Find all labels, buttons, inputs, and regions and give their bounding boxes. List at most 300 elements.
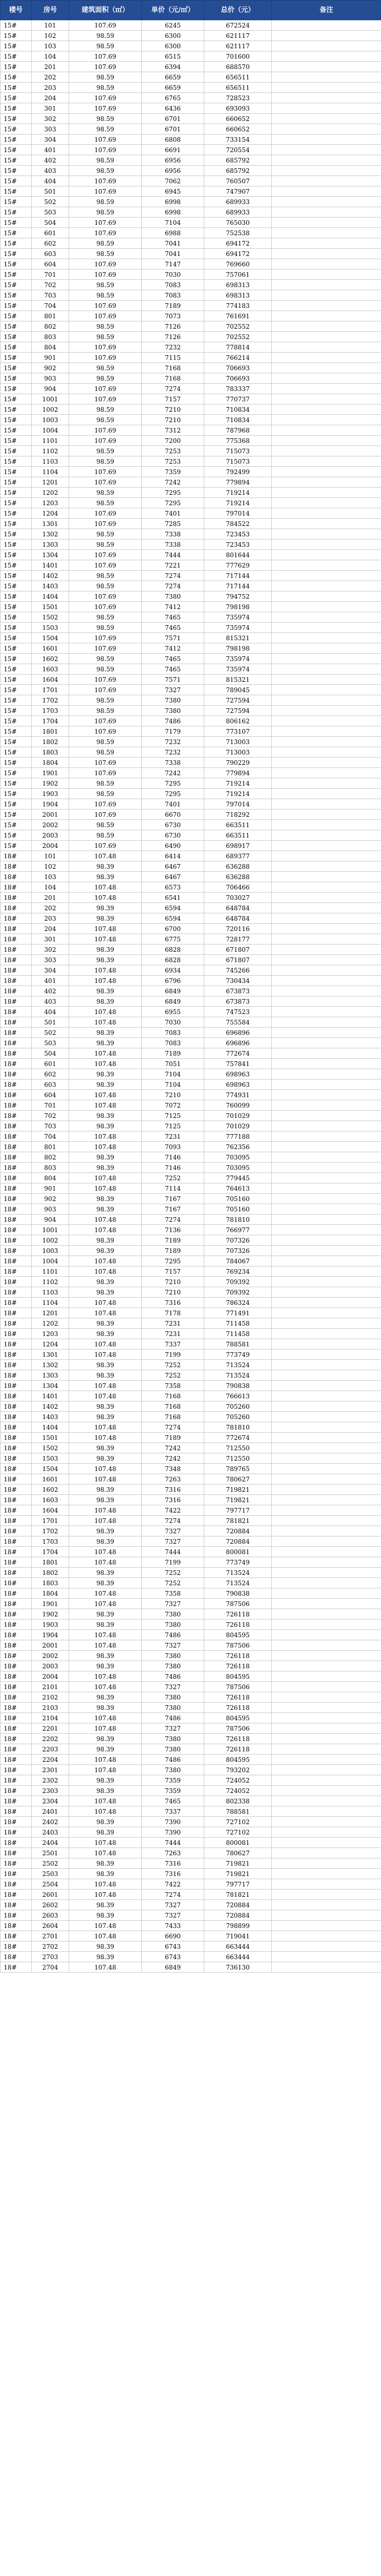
room-cell: 2503 (32, 1869, 69, 1879)
total-price-cell: 724052 (204, 1775, 272, 1786)
building-cell: 18# (1, 1869, 32, 1879)
total-price-cell: 760099 (204, 1100, 272, 1111)
area-cell: 98.59 (69, 166, 142, 176)
area-cell: 107.48 (69, 965, 142, 976)
total-price-cell: 636288 (204, 861, 272, 872)
unit-price-cell: 6945 (142, 186, 204, 197)
room-cell: 2003 (32, 1661, 69, 1671)
room-cell: 401 (32, 976, 69, 986)
unit-price-cell: 7093 (142, 1142, 204, 1152)
remarks-cell (272, 1796, 381, 1806)
table-row (1, 218, 381, 228)
total-price-cell: 735974 (204, 664, 272, 675)
area-cell: 107.69 (69, 353, 142, 363)
area-cell: 98.59 (69, 571, 142, 581)
table-row (1, 394, 381, 404)
unit-price-cell: 7327 (142, 1536, 204, 1547)
remarks-cell (272, 1391, 381, 1401)
room-cell: 504 (32, 218, 69, 228)
total-price-cell: 797717 (204, 1879, 272, 1890)
building-cell: 18# (1, 1703, 32, 1713)
table-row (1, 301, 381, 311)
remarks-cell (272, 1173, 381, 1183)
total-price-cell: 703027 (204, 893, 272, 903)
table-row (1, 321, 381, 332)
area-cell: 98.59 (69, 373, 142, 384)
remarks-cell (272, 1350, 381, 1360)
building-cell: 15# (1, 571, 32, 581)
remarks-cell (272, 778, 381, 789)
building-cell: 18# (1, 1215, 32, 1225)
building-cell: 18# (1, 1069, 32, 1080)
area-cell: 107.48 (69, 1806, 142, 1817)
room-cell: 2301 (32, 1765, 69, 1775)
remarks-cell (272, 508, 381, 519)
unit-price-cell: 7327 (142, 685, 204, 695)
remarks-cell (272, 1235, 381, 1246)
room-cell: 1203 (32, 498, 69, 508)
table-row (1, 820, 381, 830)
total-price-cell: 797717 (204, 1505, 272, 1516)
remarks-cell (272, 540, 381, 550)
room-cell: 2701 (32, 1931, 69, 1941)
building-cell: 18# (1, 1755, 32, 1765)
remarks-cell (272, 1536, 381, 1547)
total-price-cell: 773749 (204, 1557, 272, 1568)
remarks-cell (272, 913, 381, 924)
unit-price-cell: 7358 (142, 1588, 204, 1599)
total-price-cell: 727102 (204, 1817, 272, 1827)
room-cell: 1501 (32, 1433, 69, 1443)
total-price-cell: 745266 (204, 965, 272, 976)
room-cell: 901 (32, 1183, 69, 1194)
room-cell: 1401 (32, 560, 69, 571)
remarks-cell (272, 1048, 381, 1059)
table-row (1, 945, 381, 955)
building-cell: 18# (1, 1474, 32, 1485)
room-cell: 1104 (32, 467, 69, 477)
table-row (1, 1048, 381, 1059)
table-row (1, 1578, 381, 1588)
room-cell: 1604 (32, 1505, 69, 1516)
building-cell: 18# (1, 913, 32, 924)
total-price-cell: 719214 (204, 778, 272, 789)
unit-price-cell: 7316 (142, 1869, 204, 1879)
remarks-cell (272, 716, 381, 726)
unit-price-cell: 6594 (142, 913, 204, 924)
room-cell: 1503 (32, 623, 69, 633)
total-price-cell: 711458 (204, 1318, 272, 1329)
remarks-cell (272, 363, 381, 373)
area-cell: 98.59 (69, 737, 142, 747)
area-cell: 107.69 (69, 643, 142, 654)
table-row (1, 498, 381, 508)
building-cell: 18# (1, 1620, 32, 1630)
room-cell: 102 (32, 861, 69, 872)
table-row (1, 384, 381, 394)
remarks-cell (272, 955, 381, 965)
table-row (1, 1723, 381, 1734)
remarks-cell (272, 893, 381, 903)
table-row (1, 602, 381, 612)
room-cell: 1302 (32, 1360, 69, 1370)
table-row (1, 810, 381, 820)
area-cell: 107.48 (69, 1838, 142, 1848)
unit-price-cell: 7136 (142, 1225, 204, 1235)
remarks-cell (272, 1069, 381, 1080)
remarks-cell (272, 1890, 381, 1900)
table-row (1, 238, 381, 249)
building-cell: 15# (1, 41, 32, 51)
area-cell: 107.48 (69, 934, 142, 945)
building-cell: 18# (1, 1786, 32, 1796)
total-price-cell: 781810 (204, 1215, 272, 1225)
building-cell: 15# (1, 186, 32, 197)
unit-price-cell: 7327 (142, 1910, 204, 1921)
area-cell: 98.39 (69, 1952, 142, 1962)
table-row (1, 1298, 381, 1308)
table-row (1, 1796, 381, 1806)
total-price-cell: 621117 (204, 31, 272, 41)
building-cell: 15# (1, 789, 32, 799)
table-row (1, 1755, 381, 1765)
remarks-cell (272, 1651, 381, 1661)
building-cell: 18# (1, 996, 32, 1007)
remarks-cell (272, 1360, 381, 1370)
area-cell: 98.59 (69, 363, 142, 373)
unit-price-cell: 7263 (142, 1848, 204, 1858)
area-cell: 98.39 (69, 1817, 142, 1827)
area-cell: 107.69 (69, 550, 142, 560)
remarks-cell (272, 1308, 381, 1318)
total-price-cell: 728177 (204, 934, 272, 945)
table-row (1, 311, 381, 321)
table-row (1, 1059, 381, 1069)
building-cell: 18# (1, 893, 32, 903)
unit-price-cell: 7358 (142, 1381, 204, 1391)
total-price-cell: 787506 (204, 1640, 272, 1651)
room-cell: 901 (32, 353, 69, 363)
room-cell: 803 (32, 332, 69, 342)
table-row (1, 1775, 381, 1786)
total-price-cell: 663511 (204, 830, 272, 841)
unit-price-cell: 6808 (142, 134, 204, 145)
table-row (1, 103, 381, 114)
area-cell: 98.39 (69, 1485, 142, 1495)
room-cell: 202 (32, 903, 69, 913)
table-row (1, 695, 381, 706)
remarks-cell (272, 114, 381, 124)
table-row (1, 1588, 381, 1599)
room-cell: 1403 (32, 581, 69, 591)
area-cell: 98.59 (69, 654, 142, 664)
total-price-cell: 698963 (204, 1069, 272, 1080)
remarks-cell (272, 695, 381, 706)
unit-price-cell: 7401 (142, 508, 204, 519)
table-row (1, 1266, 381, 1277)
remarks-cell (272, 1900, 381, 1910)
total-price-cell: 689933 (204, 207, 272, 218)
area-cell: 98.39 (69, 1069, 142, 1080)
room-cell: 1302 (32, 529, 69, 540)
table-row (1, 623, 381, 633)
table-row (1, 872, 381, 882)
table-row (1, 1651, 381, 1661)
remarks-cell (272, 342, 381, 353)
building-cell: 15# (1, 197, 32, 207)
remarks-cell (272, 176, 381, 186)
room-cell: 2001 (32, 1640, 69, 1651)
unit-price-cell: 6730 (142, 830, 204, 841)
area-cell: 98.39 (69, 1526, 142, 1536)
table-row (1, 488, 381, 498)
room-cell: 1603 (32, 1495, 69, 1505)
room-cell: 603 (32, 249, 69, 259)
unit-price-cell: 6956 (142, 155, 204, 166)
building-cell: 18# (1, 1796, 32, 1806)
remarks-cell (272, 903, 381, 913)
area-cell: 107.69 (69, 384, 142, 394)
area-cell: 107.69 (69, 62, 142, 72)
building-cell: 18# (1, 1651, 32, 1661)
table-row (1, 768, 381, 778)
remarks-cell (272, 280, 381, 290)
building-cell: 15# (1, 841, 32, 851)
room-cell: 802 (32, 321, 69, 332)
table-row (1, 955, 381, 965)
unit-price-cell: 7189 (142, 1048, 204, 1059)
room-cell: 1004 (32, 425, 69, 436)
total-price-cell: 663511 (204, 820, 272, 830)
building-cell: 15# (1, 353, 32, 363)
remarks-cell (272, 1111, 381, 1121)
unit-price-cell: 6436 (142, 103, 204, 114)
table-row (1, 1879, 381, 1890)
area-cell: 107.48 (69, 1007, 142, 1017)
unit-price-cell: 7316 (142, 1858, 204, 1869)
table-row (1, 1630, 381, 1640)
remarks-cell (272, 1298, 381, 1308)
table-row (1, 861, 381, 872)
building-cell: 18# (1, 934, 32, 945)
unit-price-cell: 6998 (142, 197, 204, 207)
total-price-cell: 717144 (204, 571, 272, 581)
area-cell: 107.48 (69, 1017, 142, 1028)
room-cell: 2104 (32, 1713, 69, 1723)
unit-price-cell: 7252 (142, 1578, 204, 1588)
unit-price-cell: 7465 (142, 654, 204, 664)
remarks-cell (272, 166, 381, 176)
remarks-cell (272, 1744, 381, 1755)
area-cell: 98.59 (69, 820, 142, 830)
total-price-cell: 773749 (204, 1350, 272, 1360)
area-cell: 98.59 (69, 155, 142, 166)
unit-price-cell: 7486 (142, 1630, 204, 1640)
room-cell: 1103 (32, 1287, 69, 1298)
building-cell: 18# (1, 1370, 32, 1381)
remarks-cell (272, 373, 381, 384)
unit-price-cell: 7178 (142, 1308, 204, 1318)
room-cell: 1904 (32, 1630, 69, 1640)
total-price-cell: 719821 (204, 1495, 272, 1505)
area-cell: 107.48 (69, 1962, 142, 1973)
area-cell: 107.69 (69, 394, 142, 404)
unit-price-cell: 6775 (142, 934, 204, 945)
table-row (1, 1713, 381, 1723)
building-cell: 18# (1, 1277, 32, 1287)
unit-price-cell: 7465 (142, 1796, 204, 1806)
total-price-cell: 660652 (204, 124, 272, 134)
building-cell: 15# (1, 758, 32, 768)
remarks-cell (272, 1152, 381, 1163)
remarks-cell (272, 1620, 381, 1630)
area-cell: 107.69 (69, 134, 142, 145)
remarks-cell (272, 591, 381, 602)
room-cell: 1504 (32, 1464, 69, 1474)
total-price-cell: 755584 (204, 1017, 272, 1028)
total-price-cell: 735974 (204, 612, 272, 623)
unit-price-cell: 7274 (142, 1422, 204, 1433)
unit-price-cell: 7295 (142, 1256, 204, 1266)
building-cell: 18# (1, 1422, 32, 1433)
remarks-cell (272, 1526, 381, 1536)
area-cell: 98.39 (69, 1370, 142, 1381)
building-cell: 18# (1, 1152, 32, 1163)
area-cell: 98.39 (69, 1028, 142, 1038)
remarks-cell (272, 1858, 381, 1869)
area-cell: 107.69 (69, 269, 142, 280)
building-cell: 15# (1, 685, 32, 695)
total-price-cell: 636288 (204, 872, 272, 882)
table-row (1, 986, 381, 996)
table-row (1, 1827, 381, 1838)
room-cell: 2103 (32, 1703, 69, 1713)
room-cell: 1201 (32, 477, 69, 488)
unit-price-cell: 7179 (142, 726, 204, 737)
table-row (1, 675, 381, 685)
table-row (1, 62, 381, 72)
building-cell: 15# (1, 830, 32, 841)
room-cell: 1103 (32, 456, 69, 467)
building-cell: 15# (1, 633, 32, 643)
unit-price-cell: 7412 (142, 643, 204, 654)
remarks-cell (272, 1703, 381, 1713)
table-row (1, 1505, 381, 1516)
unit-price-cell: 7327 (142, 1640, 204, 1651)
table-row (1, 1287, 381, 1298)
total-price-cell: 769234 (204, 1266, 272, 1277)
total-price-cell: 720884 (204, 1910, 272, 1921)
building-cell: 18# (1, 1038, 32, 1048)
area-cell: 107.69 (69, 591, 142, 602)
room-cell: 1402 (32, 571, 69, 581)
unit-price-cell: 6730 (142, 820, 204, 830)
area-cell: 107.48 (69, 1090, 142, 1100)
building-cell: 18# (1, 1318, 32, 1329)
unit-price-cell: 7486 (142, 1671, 204, 1682)
room-cell: 1904 (32, 799, 69, 810)
table-row (1, 425, 381, 436)
area-cell: 98.39 (69, 1453, 142, 1464)
room-cell: 103 (32, 41, 69, 51)
building-cell: 18# (1, 1381, 32, 1391)
area-cell: 98.39 (69, 1360, 142, 1370)
room-cell: 2501 (32, 1848, 69, 1858)
total-price-cell: 713003 (204, 737, 272, 747)
building-cell: 18# (1, 1339, 32, 1350)
unit-price-cell: 6988 (142, 228, 204, 238)
table-row (1, 976, 381, 986)
header-remarks: 备注 (272, 1, 381, 20)
room-cell: 502 (32, 197, 69, 207)
total-price-cell: 693093 (204, 103, 272, 114)
area-cell: 107.48 (69, 1381, 142, 1391)
remarks-cell (272, 1838, 381, 1848)
area-cell: 98.59 (69, 540, 142, 550)
table-row (1, 1360, 381, 1370)
remarks-cell (272, 290, 381, 301)
building-cell: 18# (1, 1817, 32, 1827)
area-cell: 107.48 (69, 1557, 142, 1568)
total-price-cell: 718292 (204, 810, 272, 820)
unit-price-cell: 7073 (142, 311, 204, 321)
area-cell: 107.48 (69, 1671, 142, 1682)
remarks-cell (272, 1007, 381, 1017)
unit-price-cell: 7147 (142, 259, 204, 269)
table-row (1, 1183, 381, 1194)
table-row (1, 1941, 381, 1952)
room-cell: 1301 (32, 519, 69, 529)
unit-price-cell: 7571 (142, 633, 204, 643)
room-cell: 104 (32, 51, 69, 62)
building-cell: 18# (1, 1630, 32, 1640)
remarks-cell (272, 602, 381, 612)
room-cell: 302 (32, 945, 69, 955)
table-row (1, 353, 381, 363)
room-cell: 404 (32, 1007, 69, 1017)
unit-price-cell: 7126 (142, 332, 204, 342)
remarks-cell (272, 1921, 381, 1931)
room-cell: 101 (32, 851, 69, 861)
room-cell: 202 (32, 72, 69, 83)
remarks-cell (272, 1682, 381, 1692)
remarks-cell (272, 186, 381, 197)
building-cell: 15# (1, 373, 32, 384)
remarks-cell (272, 882, 381, 893)
area-cell: 98.39 (69, 1246, 142, 1256)
remarks-cell (272, 571, 381, 581)
room-cell: 2003 (32, 830, 69, 841)
room-cell: 101 (32, 20, 69, 31)
total-price-cell: 815321 (204, 675, 272, 685)
room-cell: 702 (32, 1111, 69, 1121)
room-cell: 303 (32, 124, 69, 134)
building-cell: 18# (1, 1713, 32, 1723)
building-cell: 15# (1, 726, 32, 737)
area-cell: 98.59 (69, 280, 142, 290)
unit-price-cell: 7433 (142, 1921, 204, 1931)
building-cell: 15# (1, 446, 32, 456)
total-price-cell: 648784 (204, 913, 272, 924)
remarks-cell (272, 311, 381, 321)
unit-price-cell: 7252 (142, 1360, 204, 1370)
area-cell: 98.39 (69, 903, 142, 913)
building-cell: 15# (1, 301, 32, 311)
building-cell: 18# (1, 1360, 32, 1370)
area-cell: 107.69 (69, 20, 142, 31)
remarks-cell (272, 1505, 381, 1516)
total-price-cell: 696896 (204, 1038, 272, 1048)
